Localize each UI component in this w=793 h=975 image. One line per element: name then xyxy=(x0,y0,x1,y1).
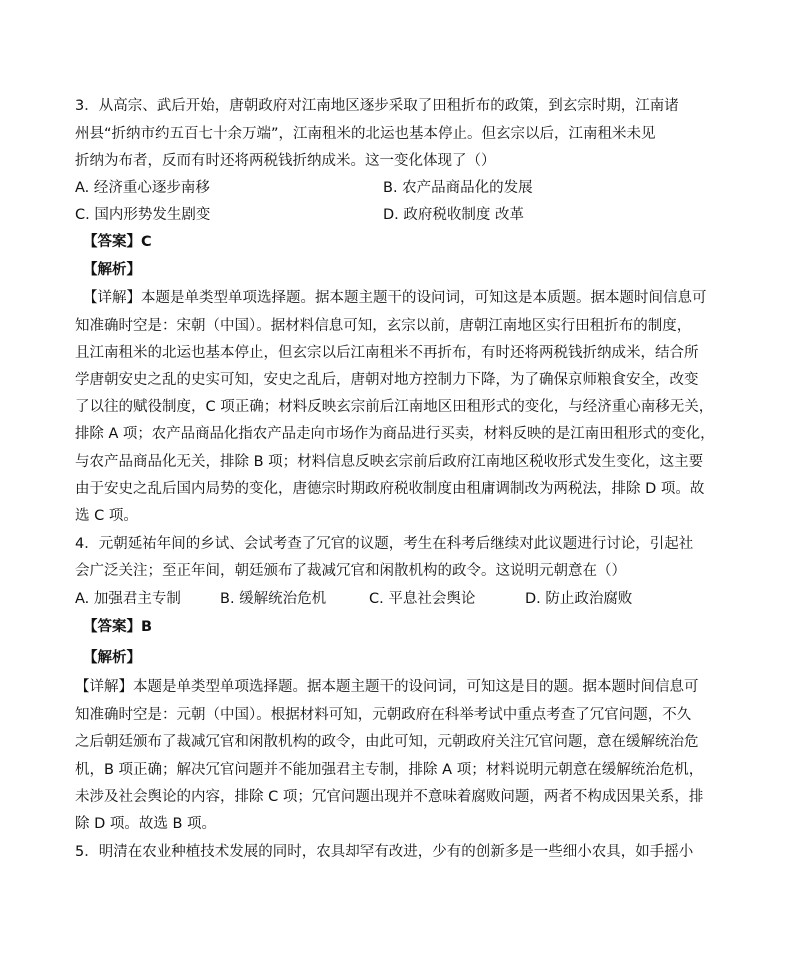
q3-detail-line-4: 学唐朝安史之乱的史实可知，安史之乱后，唐朝对地方控制力下降，为了确保京师粮食安全，改变 xyxy=(75,372,699,388)
q4-analysis-label: 【解析】 xyxy=(83,650,141,666)
q4-option-b: B. 缓解统治危机 xyxy=(220,591,327,607)
q4-answer: 【答案】B xyxy=(83,619,153,635)
q4-option-d: D. 防止政治腐败 xyxy=(525,591,633,607)
q4-detail-line-4: 机，B 项正确；解决冗官问题并不能加强君主专制，排除 A 项；材料说明元朝意在缓解统治危机， xyxy=(75,762,704,778)
q3-detail-line-5: 了以往的赋役制度，C 项正确；材料反映玄宗前后江南地区田租形式的变化，与经济重心南移无关， xyxy=(75,399,714,415)
q3-option-a: A. 经济重心逐步南移 xyxy=(75,180,210,196)
q4-detail-line-5: 未涉及社会舆论的内容，排除 C 项；冗官问题出现并不意味着腐败问题，两者不构成因果关系，排 xyxy=(75,789,704,805)
q3-option-d: D. 政府税收制度 改革 xyxy=(383,207,524,223)
q3-option-b: B. 农产品商品化的发展 xyxy=(383,180,533,196)
q3-stem-line-1: 3．从高宗、武后开始，唐朝政府对江南地区逐步采取了田租折布的政策，到玄宗时期，江南诸 xyxy=(75,98,679,114)
q3-detail-line-8: 由于安史之乱后国内局势的变化，唐德宗时期政府税收制度由租庸调制改为两税法，排除 D 项。故 xyxy=(75,481,705,497)
q4-option-a: A. 加强君主专制 xyxy=(75,591,181,607)
q3-detail-line-2: 知准确时空是：宋朝（中国）。据材料信息可知，玄宗以前，唐朝江南地区实行田租折布的制度， xyxy=(75,318,692,334)
q3-detail-line-3: 且江南租米的北运也基本停止，但玄宗以后江南租米不再折布，有时还将两税钱折纳成米，结合所 xyxy=(75,345,699,361)
q4-option-c: C. 平息社会舆论 xyxy=(369,591,476,607)
q4-detail-line-1: 【详解】本题是单类型单项选择题。据本题主题干的设问词，可知这是目的题。据本题时间信息可 xyxy=(75,679,699,695)
q3-detail-line-6: 排除 A 项；农产品商品化指农产品走向市场作为商品进行买卖，材料反映的是江南田租形式的变化， xyxy=(75,426,715,442)
q3-option-c: C. 国内形势发生剧变 xyxy=(75,207,211,223)
q4-detail-line-6: 除 D 项。故选 B 项。 xyxy=(75,816,217,832)
q3-answer: 【答案】C xyxy=(83,234,152,250)
q4-stem-line-1: 4．元朝延祐年间的乡试、会试考查了冗官的议题，考生在科考后继续对此议题进行讨论，引起社 xyxy=(75,536,694,552)
q3-detail-line-9: 选 C 项。 xyxy=(75,508,138,524)
q4-detail-line-3: 之后朝廷颁布了裁减冗官和闲散机构的政令，由此可知，元朝政府关注冗官问题，意在缓解统治危 xyxy=(75,734,699,750)
q4-detail-line-2: 知准确时空是：元朝（中国）。根据材料可知，元朝政府在科举考试中重点考查了冗官问题，不久 xyxy=(75,707,692,723)
q3-stem-line-3: 折纳为布者，反而有时还将两税钱折纳成米。这一变化体现了（） xyxy=(75,153,496,169)
q4-stem-line-2: 会广泛关注；至正年间，朝廷颁布了裁减冗官和闲散机构的政令。这说明元朝意在（） xyxy=(75,563,626,579)
q3-analysis-label: 【解析】 xyxy=(83,262,141,278)
q5-stem-line-1: 5．明清在农业种植技术发展的同时，农具却罕有改进，少有的创新多是一些细小农具，如手摇小 xyxy=(75,844,694,860)
q3-detail-line-1: 【详解】本题是单类型单项选择题。据本题主题干的设问词，可知这是本质题。据本题时间信息可 xyxy=(83,290,707,306)
q3-stem-line-2: 州县“折纳市约五百七十余万端”，江南租米的北运也基本停止。但玄宗以后，江南租米未见 xyxy=(75,126,656,142)
q3-detail-line-7: 与农产品商品化无关，排除 B 项；材料信息反映玄宗前后政府江南地区税收形式发生变化，这主要 xyxy=(75,454,704,470)
